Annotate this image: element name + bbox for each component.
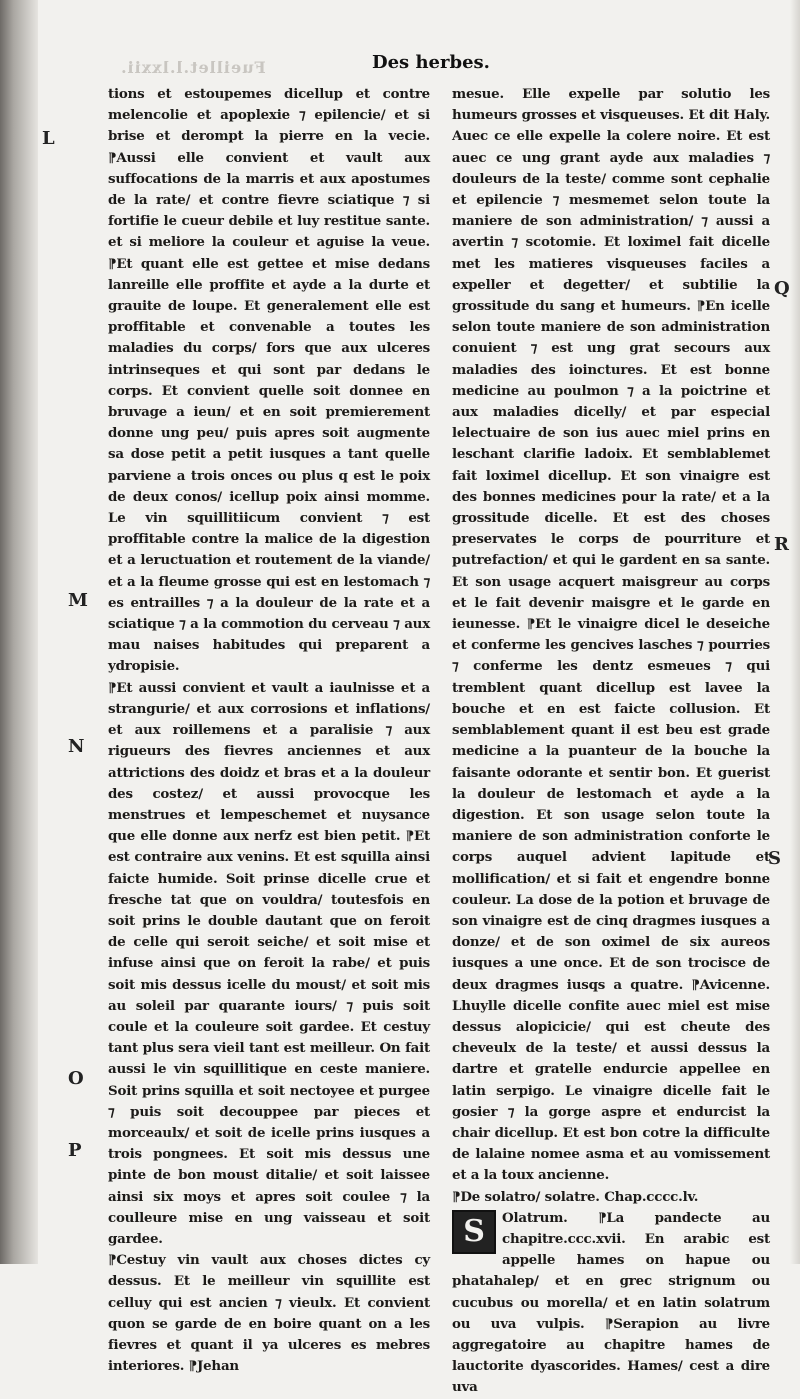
paragraph: ⁋Et aussi convient et vault a iaulnisse et a strangurie/ et aux corrosions et inflations/ et aux roillemens et a paralisie ⁊ aux rigueurs des fievres anciennes et aux attrictions des doidz et bras et a la douleur des costez/ et aussi provocque les menstrues et lempeschemet et nuysance que elle donne aux nerfz est bien petit. ⁋Et est contraire aux venins. Et est squilla ainsi faicte humide. Soit prinse dicelle crue et fresche tat que on vouldra/ toutesfois en soit prins le double dautant que on feroit de celle qui seroit seiche/ et soit mise et infuse ainsi que on feroit la rabe/ et puis soit mis dessus icelle du moust/ et soit mis au soleil par quarante iours/ ⁊ puis soit coule et la couleure soit gardee. Et cestuy tant plus sera vieil tant est meilleur. On fait aussi le vin squillitique en ceste maniere. Soit prins squilla et soit nectoyee et purgee ⁊ puis soit decouppee par pieces et morceaulx/ et soit de icelle prins iusques a trois pongnees. Et soit mis dessus une pinte de bon moust ditalie/ et soit laissee ainsi six moys et apres soit coulee ⁊ la coulleure mise en ung vaisseau et soit gardee. bbox=[108, 679, 430, 1247]
bleed-through-text: Fueillet.l.lxxii. bbox=[120, 58, 266, 77]
paragraph: tions et estoupemes dicellup et contre melencolie et apoplexie ⁊ epilencie/ et si brise et derompt la pierre en la vecie. ⁋Aussi elle convient et vault aux suffocations de la marris et aux apostumes de la rate/ et contre fievre sciatique ⁊ si fortifie le cueur debile et luy restitue sante. et si meliore la couleur et aguise la veue. ⁋Et quant elle est gettee et mise dedans lanreille elle proffite et ayde a la durte et grauite de loupe. Et generalement elle est proffitable et convenable a toutes les maladies du corps/ fors que aux ulceres intrinseques et qui sont par dedans le corps. Et convient quelle soit donnee en bruvage a ieun/ et en soit premierement donne ung peu/ puis apres soit augmente sa dose petit a petit iusques a tant quelle parviene a trois onces ou plus q est le poix de deux conos/ icellup poix ainsi momme. Le vin squillitiicum convient ⁊ est proffitable contre la malice de la digestion et a leructuation et routement de la viande/ et a la fleume grosse qui est en lestomach ⁊ es entrailles ⁊ a la douleur de la rate et a sciatique ⁊ a la commotion du cerveau ⁊ aux mau naises habitudes qui preparent a ydropisie. bbox=[108, 86, 430, 675]
margin-letter: O bbox=[68, 1068, 84, 1089]
paragraph: mesue. Elle expelle par solutio les humeurs grosses et visqueuses. Et dit Haly. Auec ce elle expelle la colere noire. Et est auec ce ung grant ayde aux maladies ⁊ douleurs de la teste/ comme sont cephalie et epilencie ⁊ mesmemet selon toute la maniere de son administration/ ⁊ aussi a avertin ⁊ scotomie. Et loximel fait dicelle met les matieres visqueuses faciles a expeller et degetter/ et subtilie la grossitude du sang et humeurs. ⁋En icelle selon toute maniere de son administration conuient ⁊ est ung grat secours aux maladies des ioinctures. Et est bonne medicine au poulmon ⁊ a la poictrine et aux maladies dicelly/ et par especial lelectuaire de son ius auec miel prins en leschant clarifie ladoix. Et semblablemet fait loximel dicellup. Et son vinaigre est des bonnes medicines pour la rate/ et a la grossitude dicelle. Et est des choses preservates le corps de pourriture et putrefaction/ et qui le gardent en sa sante. Et son usage acquert maisgreur au corps et le fait devenir maisgre et le garde en ieunesse. ⁋Et le vinaigre dicel le deseiche et conferme les gencives lasches ⁊ pourries ⁊ conferme les dentz esmeues ⁊ qui tremblent quant dicellup est lavee la bouche et en est faicte collusion. Et semblablement quant il est beu est grade medicine a la puanteur de la bouche la faisante odorante et sentir bon. Et guerist la douleur de lestomach et ayde a la digestion. Et son usage selon toute la maniere de son administration conforte le corps auquel advient lapitude et mollification/ et si fait et engendre bonne couleur. La dose de la potion et bruvage de son vinaigre est de cinq dragmes iusques a donze/ et de son oximel de six aureos iusques a une once. Et de son trocisce de deux dragmes iusqs a quatre. ⁋Avicenne. Lhuylle dicelle confite auec miel est mise dessus alopicicie/ qui est cheute des cheveulx de la teste/ et aussi dessus la dartre et gratelle endurcie appellee en latin serpigo. Le vinaigre dicelle fait le gosier ⁊ la gorge aspre et endurcist la chair dicellup. Et est bon cotre la difficulte de lalaine nomee asma et au vomissement et a la toux ancienne. bbox=[452, 86, 770, 1184]
chapter-number: Chap.cccc.lv. bbox=[604, 1188, 699, 1205]
chapter-heading bbox=[452, 1187, 770, 1208]
decorated-initial: S bbox=[452, 1210, 496, 1254]
paragraph: ⁋Cestuy vin vault aux choses dictes cy dessus. Et le meilleur vin squillite est celluy qui est ancien ⁊ vieulx. Et convient quon se garde de en boire quant on a les fievres et quant il ya ulceres es mebres interiores. ⁋Jehan bbox=[108, 1252, 430, 1375]
page-edge bbox=[790, 0, 800, 1264]
chapter-body bbox=[452, 1208, 770, 1399]
margin-letter: R bbox=[774, 534, 789, 555]
gutter-shadow bbox=[0, 0, 38, 1264]
running-head: Des herbes. bbox=[372, 52, 490, 73]
margin-letter: S bbox=[768, 848, 781, 869]
margin-letter: Q bbox=[774, 278, 790, 299]
chapter-title: ⁋De solatro/ solatre. bbox=[452, 1188, 600, 1205]
margin-letter: P bbox=[68, 1140, 82, 1161]
chapter-text: Olatrum. ⁋La pandecte au chapitre.ccc.xvii. En arabic est appelle hames on hapue ou phatahalep/ et en grec strignum ou cucubus ou morella/ et en latin solatrum ou uva vulpis. ⁋Serapion au livre aggregatoire au chapitre hames de lauctorite dyascorides. Hames/ cest a dire uva bbox=[452, 1209, 770, 1396]
margin-letter: L bbox=[42, 128, 55, 149]
margin-letter: M bbox=[68, 590, 88, 611]
left-column bbox=[108, 84, 430, 1377]
margin-letter: N bbox=[68, 736, 85, 757]
right-column bbox=[452, 84, 770, 1399]
